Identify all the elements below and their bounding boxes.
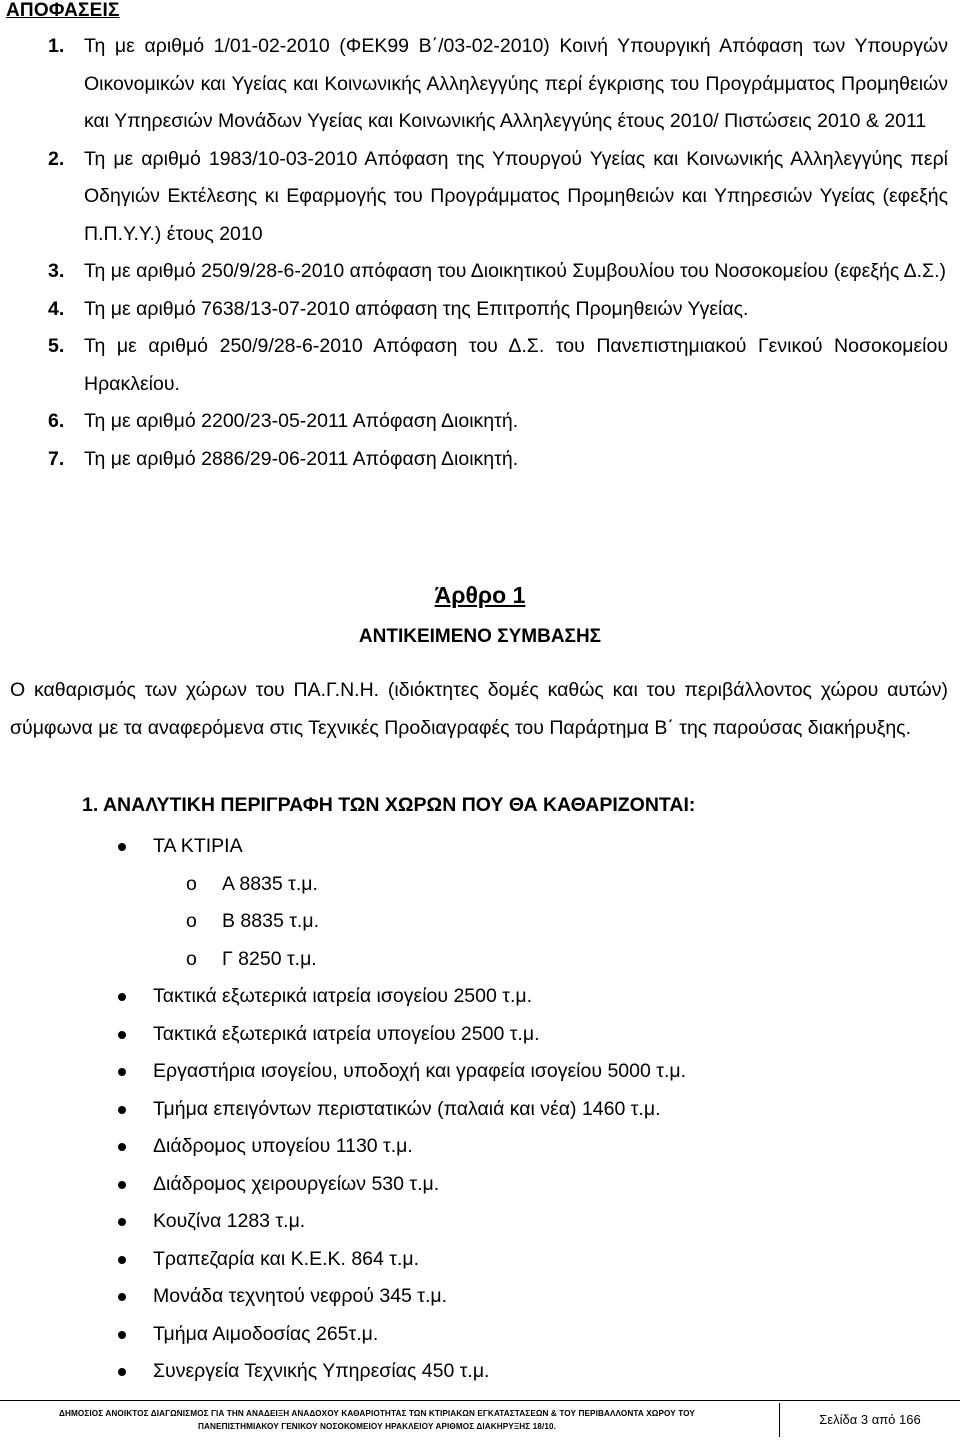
decision-text: Τη με αριθμό 1/01-02-2010 (ΦΕΚ99 Β΄/03-02-2010) Κοινή Υπουργική Απόφαση των Υπουργών Οικονομικών και Υγείας και Κοινωνικής Αλληλεγγύης περί έγκρισης του Προγράμματος Προμηθειών και Υπηρεσιών Μονάδων Υγείας και Κοινωνικής Αλληλεγγύης έτους 2010/ Πιστώσεις 2010 & 2011: [84, 35, 948, 132]
circle-bullet-icon: o: [186, 947, 197, 970]
list-item: [0, 1316, 960, 1354]
bullet-icon: [118, 1181, 126, 1189]
decision-item: [0, 441, 960, 479]
list-item: [0, 978, 960, 1016]
decision-text: Τη με αριθμό 250/9/28-6-2010 απόφαση του Διοικητικού Συμβουλίου του Νοσοκομείου (εφεξής Δ.Σ.): [84, 260, 946, 282]
bullet-icon: [118, 1031, 126, 1039]
list-item-text: Τραπεζαρία και Κ.Ε.Κ. 864 τ.μ.: [153, 1247, 420, 1270]
bullet-icon: [118, 1218, 126, 1226]
decisions-list: [0, 28, 960, 478]
decision-number: 2.: [48, 147, 65, 170]
footer-text: [14, 1407, 740, 1433]
list-item: [0, 1241, 960, 1279]
decision-number: 5.: [48, 335, 65, 357]
decision-item: [0, 403, 960, 441]
bullet-icon: [118, 1068, 126, 1076]
list-item: [0, 1278, 960, 1316]
list-item-text: Διάδρομος χειρουργείων 530 τ.μ.: [153, 1172, 440, 1195]
list-item-text: Εργαστήρια ισογείου, υποδοχή και γραφεία ισογείου 5000 τ.μ.: [153, 1060, 687, 1082]
decision-text: Τη με αριθμό 1983/10-03-2010 Απόφαση της Υπουργού Υγείας και Κοινωνικής Αλληλεγγύης περί Οδηγιών Εκτέλεσης κι Εφαρμογής του Προγράμματος Προμηθειών και Υπηρεσιών Υγείας (εφεξής Π.Π.Υ.Υ.) έτους 2010: [84, 147, 948, 245]
article-subtitle: ΑΝΤΙΚΕΙΜΕΝΟ ΣΥΜΒΑΣΗΣ: [358, 626, 602, 647]
decision-item: [0, 141, 960, 254]
list-item: [0, 1091, 960, 1129]
sub-list-item: [0, 941, 960, 979]
list-item: [0, 1203, 960, 1241]
decision-number: 6.: [48, 410, 65, 432]
decision-item: [0, 253, 960, 291]
list-item: [0, 1166, 960, 1204]
decision-number: 3.: [48, 260, 65, 282]
page-footer: [0, 1400, 960, 1439]
circle-bullet-icon: o: [186, 872, 197, 895]
page-number: Σελίδα 3 από 166: [819, 1412, 921, 1427]
list-item: [0, 1128, 960, 1166]
sub-list-item: [0, 903, 960, 941]
decision-number: 1.: [48, 35, 65, 57]
footer-line-1: ΔΗΜΟΣΙΟΣ ΑΝΟΙΚΤΟΣ ΔΙΑΓΩΝΙΣΜΟΣ ΓΙΑ ΤΗΝ ΑΝΑΔΕΙΞΗ ΑΝΑΔΟΧΟΥ ΚΑΘΑΡΙΟΤΗΤΑΣ ΤΩΝ ΚΤΙΡΙΑΚΩΝ ΕΓΚΑΤΑΣΤΑΣΕΩΝ & ΤΟΥ ΠΕΡΙΒΑΛΛΟΝΤΑ ΧΩΡΟΥ ΤΟΥ: [59, 1409, 695, 1418]
sub-list-item-text: Α 8835 τ.μ.: [222, 872, 318, 895]
decision-item: [0, 328, 960, 403]
decision-number: 7.: [48, 447, 65, 470]
bullet-icon: [118, 993, 126, 1001]
bullet-icon: [118, 1368, 126, 1376]
list-item-text: Τακτικά εξωτερικά ιατρεία υπογείου 2500 τ.μ.: [153, 1022, 540, 1045]
list-item-text: Κουζίνα 1283 τ.μ.: [153, 1210, 306, 1232]
sub-list-item-text: Β 8835 τ.μ.: [222, 910, 319, 932]
decision-text: Τη με αριθμό 2886/29-06-2011 Απόφαση Διοικητή.: [84, 447, 519, 470]
bullet-icon: [118, 1331, 126, 1339]
decision-text: Τη με αριθμό 2200/23-05-2011 Απόφαση Διοικητή.: [84, 410, 519, 432]
list-item: [0, 1353, 960, 1391]
circle-bullet-icon: o: [186, 910, 197, 932]
list-item-text: Τμήμα επειγόντων περιστατικών (παλαιά και νέα) 1460 τ.μ.: [153, 1097, 661, 1120]
bullet-icon: [118, 1256, 126, 1264]
footer-line-2: ΠΑΝΕΠΙΣΤΗΜΙΑΚΟΥ ΓΕΝΙΚΟΥ ΝΟΣΟΚΟΜΕΙΟΥ ΗΡΑΚΛΕΙΟΥ ΑΡΙΘΜΟΣ ΔΙΑΚΗΡΥΞΗΣ 18/10.: [197, 1422, 557, 1431]
bullet-icon: [118, 1143, 126, 1151]
list-item-text: Τακτικά εξωτερικά ιατρεία ισογείου 2500 τ.μ.: [153, 985, 533, 1007]
bullet-icon: [118, 1293, 126, 1301]
bullet-icon: [118, 1106, 126, 1114]
sub-list-item: [0, 866, 960, 904]
decision-text: Τη με αριθμό 250/9/28-6-2010 Απόφαση του Δ.Σ. του Πανεπιστημιακού Γενικού Νοσοκομείου Ηρακλείου.: [84, 335, 948, 395]
decision-text: Τη με αριθμό 7638/13-07-2010 απόφαση της Επιτροπής Προμηθειών Υγείας.: [84, 297, 749, 320]
list-item: [0, 828, 960, 866]
sub-list-item-text: Γ 8250 τ.μ.: [222, 947, 317, 970]
decision-item: [0, 28, 960, 141]
list-item-text: ΤΑ ΚΤΙΡΙΑ: [153, 835, 243, 857]
list-item-text: Τμήμα Αιμοδοσίας 265τ.μ.: [153, 1322, 379, 1345]
list-item-text: Συνεργεία Τεχνικής Υπηρεσίας 450 τ.μ.: [153, 1360, 490, 1382]
list-item-text: Διάδρομος υπογείου 1130 τ.μ.: [153, 1135, 413, 1157]
list-item: [0, 1053, 960, 1091]
areas-list: [0, 828, 960, 1391]
decision-number: 4.: [48, 297, 65, 320]
list-item: [0, 1016, 960, 1054]
decision-item: [0, 291, 960, 329]
section-heading: 1. ΑΝΑΛΥΤΙΚΗ ΠΕΡΙΓΡΑΦΗ ΤΩΝ ΧΩΡΩΝ ΠΟΥ ΘΑ ΚΑΘΑΡΙΖΟΝΤΑΙ:: [82, 794, 696, 816]
page-header: ΑΠΟΦΑΣΕΙΣ: [6, 0, 120, 21]
article-title: Άρθρο 1: [434, 582, 526, 608]
intro-paragraph: Ο καθαρισμός των χώρων του ΠΑ.Γ.Ν.Η. (ιδιόκτητες δομές καθώς και του περιβάλλοντος χώρου αυτών) σύμφωνα με τα αναφερόμενα στις Τεχνικές Προδιαγραφές του Παράρτημα Β΄ της παρούσας διακήρυξης.: [10, 679, 948, 739]
list-item-text: Μονάδα τεχνητού νεφρού 345 τ.μ.: [153, 1285, 448, 1307]
bullet-icon: [118, 843, 126, 851]
